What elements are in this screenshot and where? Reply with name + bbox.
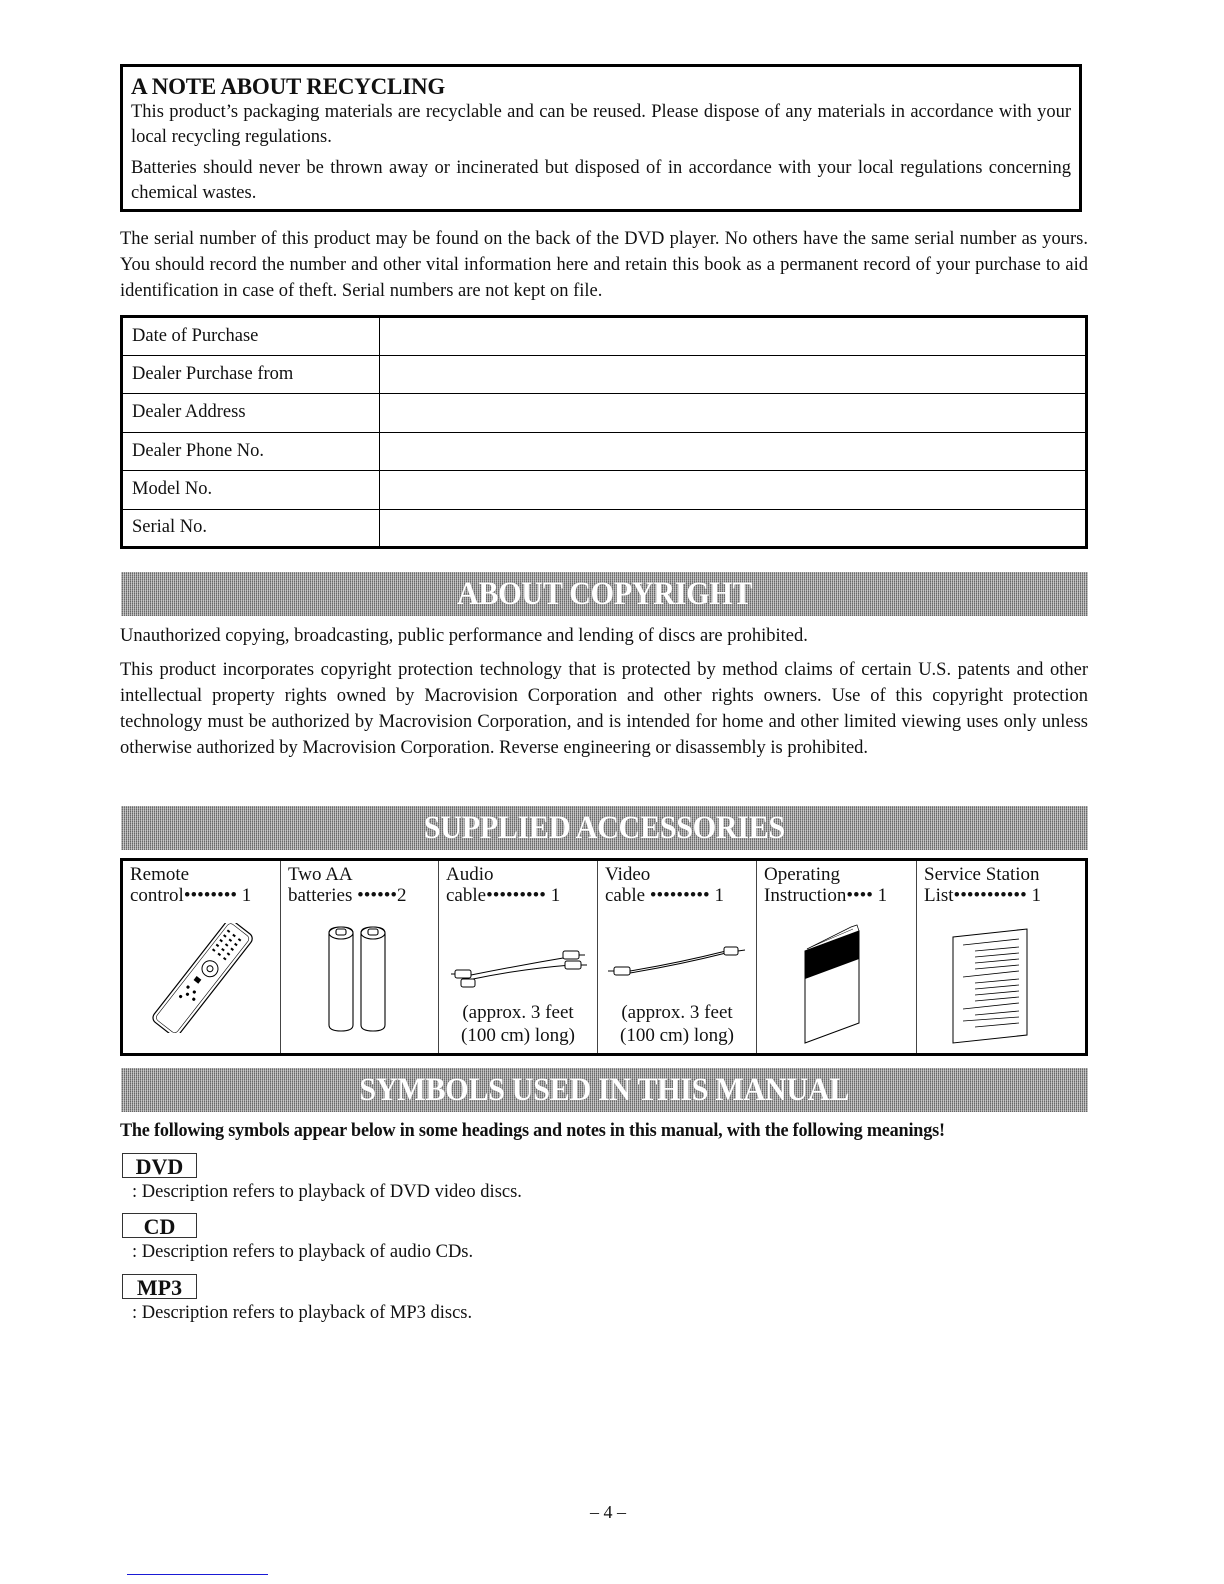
accessory-remote-control: [123, 861, 281, 1053]
accessories-heading: SUPPLIED ACCESSORIES: [423, 809, 786, 846]
record-value-field[interactable]: [380, 355, 1087, 394]
accessory-quantity: List••••••••••• 1: [924, 885, 1041, 906]
record-label: Model No.: [122, 471, 380, 510]
record-label: Dealer Address: [122, 394, 380, 433]
table-row: [122, 432, 1087, 471]
accessory-quantity: cable••••••••• 1: [446, 885, 561, 906]
record-value-field[interactable]: [380, 317, 1087, 356]
symbols-banner: [121, 1068, 1088, 1112]
table-row: [122, 394, 1087, 433]
symbols-intro: The following symbols appear below in some headings and notes in this manual, with the following meanings!: [120, 1120, 945, 1141]
record-value-field[interactable]: [380, 471, 1087, 510]
table-row: [122, 509, 1087, 548]
accessory-name: Audio: [446, 864, 494, 885]
record-label: Dealer Purchase from: [122, 355, 380, 394]
table-row: [122, 355, 1087, 394]
audio-cable-icon: [451, 943, 589, 993]
copyright-heading: ABOUT COPYRIGHT: [456, 575, 753, 612]
accessory-batteries: [281, 861, 439, 1053]
video-cable-icon: [608, 941, 748, 981]
accessory-quantity: Instruction•••• 1: [764, 885, 888, 906]
accessory-quantity: cable ••••••••• 1: [605, 885, 724, 906]
symbols-heading: SYMBOLS USED IN THIS MANUAL: [359, 1071, 850, 1108]
record-value-field[interactable]: [380, 394, 1087, 433]
purchase-record-table: [120, 315, 1088, 549]
accessory-quantity: control•••••••• 1: [130, 885, 252, 906]
accessory-name: Service Station: [924, 864, 1040, 885]
service-list-icon: [949, 927, 1029, 1045]
accessory-quantity: batteries ••••••2: [288, 885, 407, 906]
accessory-name: Video: [605, 864, 651, 885]
accessory-note: [598, 1001, 756, 1047]
copyright-banner: [121, 572, 1088, 616]
record-value-field[interactable]: [380, 432, 1087, 471]
instruction-booklet-icon: [801, 923, 865, 1051]
accessory-operating-instruction: [757, 861, 917, 1053]
record-label: Serial No.: [122, 509, 380, 548]
cd-symbol-badge: CD: [122, 1213, 197, 1238]
cd-symbol-description: : Description refers to playback of audio CDs.: [132, 1242, 474, 1262]
accessories-banner: [121, 806, 1088, 850]
serial-number-note: The serial number of this product may be found on the back of the DVD player. No others have the same serial number as yours. You should record the number and other vital information here and retain this book as a permanent record of your purchase to aid identification in case of theft. Serial numbers are not kept on file.: [120, 229, 1088, 301]
mp3-symbol-description: : Description refers to playback of MP3 discs.: [132, 1303, 473, 1323]
dvd-symbol-badge: DVD: [122, 1153, 197, 1178]
recycling-paragraph: This product’s packaging materials are recyclable and can be reused. Please dispose of any materials in accordance with your local recycling regulations.: [131, 102, 1071, 147]
accessory-service-station-list: [917, 861, 1085, 1053]
table-row: [122, 317, 1087, 356]
recycling-paragraph: Batteries should never be thrown away or incinerated but disposed of in accordance with your local regulations concerning chemical wastes.: [131, 158, 1071, 203]
footer-rule: [127, 1574, 268, 1575]
accessory-audio-cable: [439, 861, 598, 1053]
accessory-note-line: (approx. 3 feet: [462, 1002, 574, 1023]
table-row: [122, 471, 1087, 510]
record-label: Date of Purchase: [122, 317, 380, 356]
accessory-name: Two AA: [288, 864, 353, 885]
accessories-table: [120, 858, 1088, 1056]
dvd-symbol-description: : Description refers to playback of DVD video discs.: [132, 1182, 522, 1202]
accessory-note-line: (approx. 3 feet: [621, 1002, 733, 1023]
remote-control-icon: [145, 923, 263, 1033]
accessory-name: Remote: [130, 864, 190, 885]
accessory-note-line: (100 cm) long): [461, 1025, 575, 1046]
accessory-note-line: (100 cm) long): [620, 1025, 734, 1046]
record-value-field[interactable]: [380, 509, 1087, 548]
recycling-note-box: [120, 64, 1082, 212]
mp3-symbol-badge: MP3: [122, 1274, 197, 1299]
recycling-title: A NOTE ABOUT RECYCLING: [131, 74, 446, 99]
copyright-paragraph: This product incorporates copyright protection technology that is protected by method claims of certain U.S. patents and other intellectual property rights owned by Macrovision Corporation and other rights owners. Use of this copyright protection technology must be authorized by Macrovision Corporation, and is intended for home and other limited viewing uses only unless otherwise authorized by Macrovision Corporation. Reverse engineering or disassembly is prohibited.: [120, 660, 1088, 758]
record-label: Dealer Phone No.: [122, 432, 380, 471]
aa-batteries-icon: [325, 923, 395, 1035]
accessory-video-cable: [598, 861, 757, 1053]
page-number: – 4 –: [590, 1502, 626, 1522]
accessory-note: [439, 1001, 597, 1047]
copyright-paragraph: Unauthorized copying, broadcasting, public performance and lending of discs are prohibited.: [120, 626, 808, 646]
accessory-name: Operating: [764, 864, 840, 885]
